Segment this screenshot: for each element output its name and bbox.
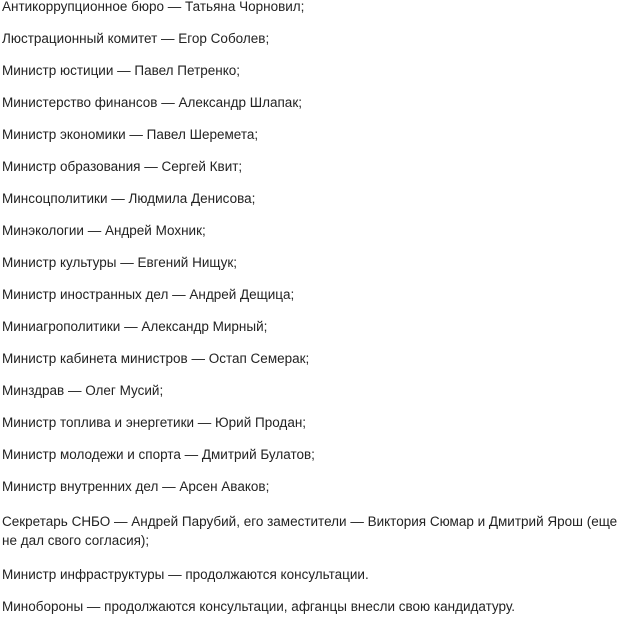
list-item: Министр образования — Сергей Квит; [2,159,243,174]
list-item: Антикоррупционное бюро — Татьяна Чорновил; [2,0,305,14]
list-item: Министр молодежи и спорта — Дмитрий Булатов; [2,447,315,462]
list-item: Минздрав — Олег Мусий; [2,383,164,398]
list-item: Минсоцполитики — Людмила Денисова; [2,191,256,206]
list-item: Миниагрополитики — Александр Мирный; [2,319,268,334]
list-item: Люстрационный комитет — Егор Соболев; [2,31,270,46]
list-item: Министр кабинета министров — Остап Семерак; [2,351,310,366]
list-item: Министр культуры — Евгений Нищук; [2,255,238,270]
list-item: Минэкологии — Андрей Мохник; [2,223,206,238]
list-item: Министр внутренних дел — Арсен Аваков; [2,479,270,494]
list-item: Минобороны — продолжаются консультации, афганцы внесли свою кандидатуру. [2,599,516,614]
list-item: Министр топлива и энергетики — Юрий Продан; [2,415,307,430]
list-item: Министр юстиции — Павел Петренко; [2,63,241,78]
list-item: Министерство финансов — Александр Шлапак; [2,95,302,110]
appointments-list [2,0,634,630]
list-item: Секретарь СНБО — Андрей Парубий, его заместители — Виктория Сюмар и Дмитрий Ярош (еще не дал свого согласия); [2,514,618,548]
list-item: Министр иностранных дел — Андрей Дещица; [2,287,295,302]
list-item: Министр экономики — Павел Шеремета; [2,127,259,142]
list-item: Министр инфраструктуры — продолжаются консультации. [2,567,369,582]
